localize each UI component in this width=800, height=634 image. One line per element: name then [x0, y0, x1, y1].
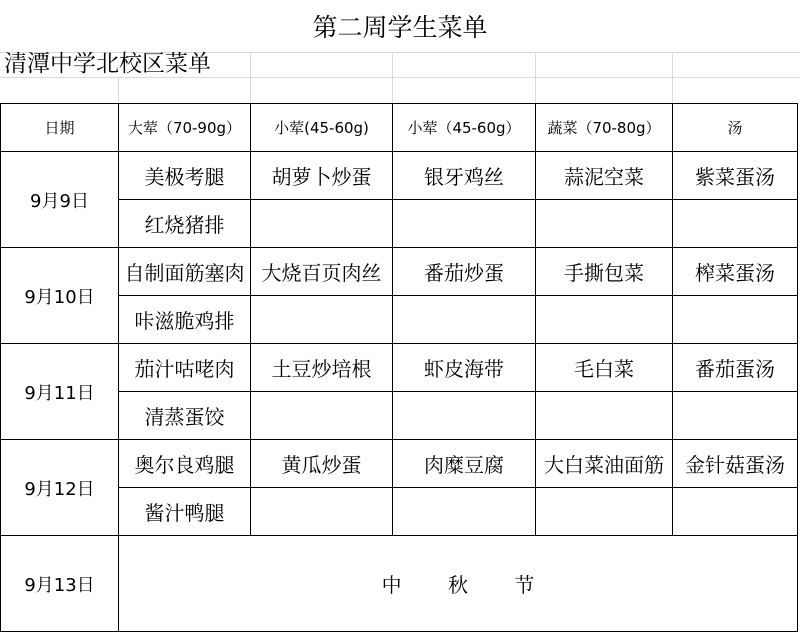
- table-row: [1, 392, 798, 440]
- header-soup: 汤: [673, 104, 798, 152]
- dish-cell: 大白菜油面筋: [536, 440, 673, 488]
- menu-table: [0, 103, 798, 632]
- dish-cell: [536, 200, 673, 248]
- header-row: [1, 104, 798, 152]
- gridline: [250, 52, 251, 103]
- table-row: [1, 296, 798, 344]
- dish-cell: [536, 488, 673, 536]
- dish-cell: 美极考腿: [119, 152, 251, 200]
- dish-cell: 土豆炒培根: [251, 344, 393, 392]
- dish-cell: [251, 296, 393, 344]
- dish-cell: [673, 200, 798, 248]
- dish-cell: 番茄蛋汤: [673, 344, 798, 392]
- header-main-meat: 大荤（70-90g）: [119, 104, 251, 152]
- dish-cell: 紫菜蛋汤: [673, 152, 798, 200]
- dish-cell: 番茄炒蛋: [393, 248, 536, 296]
- header-vegetable: 蔬菜（70-80g）: [536, 104, 673, 152]
- header-side-meat-2: 小荤（45-60g）: [393, 104, 536, 152]
- gridline: [672, 52, 673, 103]
- dish-cell: 手撕包菜: [536, 248, 673, 296]
- dish-cell: [536, 392, 673, 440]
- dish-cell: 毛白菜: [536, 344, 673, 392]
- dish-cell: 金针菇蛋汤: [673, 440, 798, 488]
- school-subtitle: 清潭中学北校区菜单: [4, 51, 211, 77]
- dish-cell: [673, 392, 798, 440]
- date-cell: 9月13日: [1, 536, 119, 632]
- dish-cell: 榨菜蛋汤: [673, 248, 798, 296]
- dish-cell: 自制面筋塞肉: [119, 248, 251, 296]
- gridline: [535, 52, 536, 103]
- dish-cell: 茄汁咕咾肉: [119, 344, 251, 392]
- dish-cell: [393, 392, 536, 440]
- header-side-meat-1: 小荤(45-60g): [251, 104, 393, 152]
- dish-cell: [251, 200, 393, 248]
- dish-cell: 虾皮海带: [393, 344, 536, 392]
- dish-cell: [393, 488, 536, 536]
- dish-cell: 蒜泥空菜: [536, 152, 673, 200]
- dish-cell: [251, 488, 393, 536]
- date-cell: 9月9日: [1, 152, 119, 248]
- dish-cell: 红烧猪排: [119, 200, 251, 248]
- dish-cell: 肉糜豆腐: [393, 440, 536, 488]
- table-row: [1, 440, 798, 488]
- gridline: [392, 52, 393, 103]
- dish-cell: [673, 296, 798, 344]
- date-cell: 9月10日: [1, 248, 119, 344]
- dish-cell: [251, 392, 393, 440]
- dish-cell: 银牙鸡丝: [393, 152, 536, 200]
- dish-cell: [393, 296, 536, 344]
- table-row: [1, 488, 798, 536]
- dish-cell: [393, 200, 536, 248]
- page-title: 第二周学生菜单: [312, 13, 488, 42]
- date-cell: 9月11日: [1, 344, 119, 440]
- table-row: [1, 344, 798, 392]
- holiday-label: 中 秋 节: [381, 573, 555, 597]
- dish-cell: [673, 488, 798, 536]
- dish-cell: 奥尔良鸡腿: [119, 440, 251, 488]
- header-date: 日期: [1, 104, 119, 152]
- dish-cell: [536, 296, 673, 344]
- dish-cell: 黄瓜炒蛋: [251, 440, 393, 488]
- date-cell: 9月12日: [1, 440, 119, 536]
- dish-cell: 胡萝卜炒蛋: [251, 152, 393, 200]
- dish-cell: 咔滋脆鸡排: [119, 296, 251, 344]
- dish-cell: 酱汁鸭腿: [119, 488, 251, 536]
- table-row: [1, 152, 798, 200]
- dish-cell: 大烧百页肉丝: [251, 248, 393, 296]
- holiday-cell: [119, 536, 798, 632]
- table-row: [1, 248, 798, 296]
- holiday-row: [1, 536, 798, 632]
- dish-cell: 清蒸蛋饺: [119, 392, 251, 440]
- table-row: [1, 200, 798, 248]
